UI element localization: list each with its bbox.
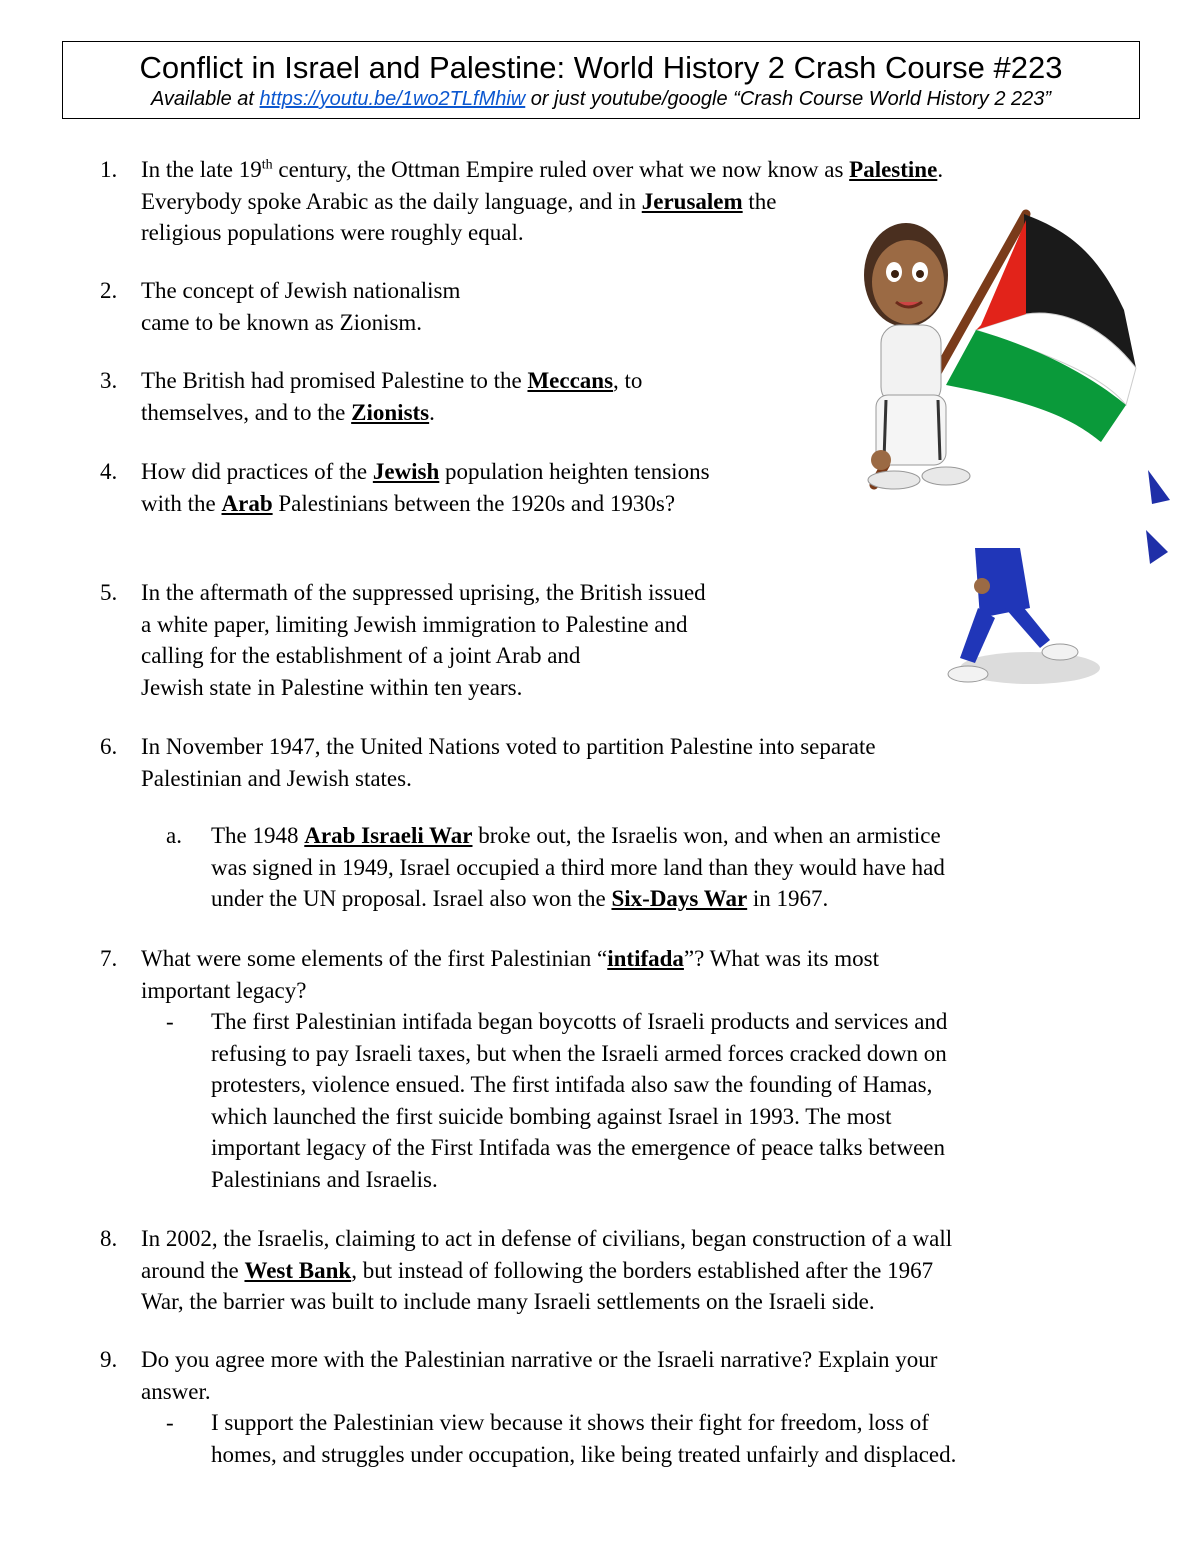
response-line: refusing to pay Israeli taxes, but when the Israeli armed forces cracked down on <box>211 1040 947 1066</box>
text: Everybody spoke Arabic as the daily language, and in <box>141 188 642 214</box>
question-line <box>141 365 642 397</box>
question-line: War, the barrier was built to include many Israeli settlements on the Israeli side. <box>141 1289 875 1314</box>
question-line: religious populations were roughly equal. <box>141 220 524 245</box>
question-line <box>141 943 879 975</box>
source-suffix: or just youtube/google “Crash Course World History 2 223” <box>525 88 1052 110</box>
answer-six-days-war: Six-Days War <box>611 886 748 911</box>
text: themselves, and to the <box>141 399 352 425</box>
text: under the UN proposal. Israel also won the <box>211 886 612 911</box>
question-text <box>141 731 876 794</box>
question-line: important legacy? <box>141 977 307 1003</box>
question-number: 9. <box>100 1347 118 1372</box>
text: , but instead of following the borders established after the 1967 <box>351 1257 934 1283</box>
text: , to <box>613 368 643 393</box>
sub-line <box>211 883 945 915</box>
question-line: In November 1947, the United Nations voted to partition Palestine into separate <box>141 734 876 759</box>
answer-zionists: Zionists <box>351 399 430 425</box>
question-line: came to be known as Zionism. <box>141 309 423 335</box>
response-text <box>211 1407 956 1470</box>
text: The 1948 <box>211 823 305 848</box>
text: around the <box>141 1257 245 1283</box>
text: How did practices of the <box>141 459 373 484</box>
page-title: Conflict in Israel and Palestine: World History 2 Crash Course #223 <box>139 50 1063 85</box>
question-line: In the aftermath of the suppressed uprising, the British issued <box>141 580 706 605</box>
text: Palestinians between the 1920s and 1930s? <box>272 490 676 516</box>
question-number: 2. <box>100 278 118 303</box>
text: in 1967. <box>747 886 829 911</box>
question-number: 3. <box>100 368 118 393</box>
question-line <box>141 154 943 186</box>
sub-line: was signed in 1949, Israel occupied a third more land than they would have had <box>211 854 945 880</box>
source-prefix: Available at <box>150 88 260 110</box>
question-line <box>141 488 710 520</box>
response-dash: - <box>166 1009 174 1034</box>
question-text <box>141 154 943 249</box>
response-line: I support the Palestinian view because it shows their fight for freedom, loss of <box>211 1410 929 1435</box>
response-text <box>211 1006 947 1195</box>
question-text <box>141 577 706 703</box>
sub-item-marker: a. <box>166 823 182 848</box>
boy-walking-illustration <box>920 548 1100 698</box>
text: with the <box>141 490 222 516</box>
israeli-flag-edge-illustration <box>1140 460 1180 580</box>
question-line <box>141 456 710 488</box>
response-line: important legacy of the First Intifada was the emergence of peace talks between <box>211 1135 946 1160</box>
question-number: 6. <box>100 734 118 759</box>
response-line: The first Palestinian intifada began boycotts of Israeli products and services and <box>211 1009 948 1034</box>
question-number: 8. <box>100 1226 118 1251</box>
text: ”? What was its most <box>683 946 879 971</box>
question-text <box>141 1344 937 1407</box>
response-line: which launched the first suicide bombing against Israel in 1993. The most <box>211 1103 892 1129</box>
text: In the late 19 <box>141 157 262 182</box>
question-line: Do you agree more with the Palestinian narrative or the Israeli narrative? Explain your <box>141 1347 938 1372</box>
response-line: homes, and struggles under occupation, like being treated unfairly and displaced. <box>211 1441 957 1467</box>
question-line: a white paper, limiting Jewish immigration to Palestine and <box>141 611 688 637</box>
question-line: calling for the establishment of a joint Arab and <box>141 643 581 668</box>
question-line <box>141 186 943 218</box>
sub-line <box>211 820 945 852</box>
question-text <box>141 943 879 1006</box>
text: . <box>937 157 944 182</box>
answer-west-bank: West Bank <box>244 1257 352 1283</box>
question-text <box>141 456 710 519</box>
answer-palestine: Palestine <box>849 157 938 182</box>
superscript: th <box>261 157 273 173</box>
question-text <box>141 275 460 338</box>
response-line: Palestinians and Israelis. <box>211 1166 438 1192</box>
source-line <box>63 86 1139 112</box>
question-number: 4. <box>100 459 118 484</box>
text: population heighten tensions <box>439 459 710 484</box>
question-number: 5. <box>100 580 118 605</box>
answer-arab: Arab <box>221 490 273 516</box>
question-line: Palestinian and Jewish states. <box>141 765 412 791</box>
answer-intifada: intifada <box>607 946 684 971</box>
question-number: 1. <box>100 157 118 182</box>
video-link[interactable]: https://youtu.be/1wo2TLfMhiw <box>259 88 526 110</box>
answer-jerusalem: Jerusalem <box>641 188 743 214</box>
question-text <box>141 365 642 428</box>
text: the <box>742 188 777 214</box>
response-dash: - <box>166 1410 174 1435</box>
question-line: answer. <box>141 1378 211 1404</box>
question-line: The concept of Jewish nationalism <box>141 278 461 303</box>
text: broke out, the Israelis won, and when an armistice <box>472 823 941 848</box>
answer-jewish: Jewish <box>372 459 440 484</box>
title-box <box>62 41 1140 119</box>
question-line: Jewish state in Palestine within ten years. <box>141 674 523 700</box>
question-line <box>141 397 642 429</box>
question-text <box>141 1223 952 1318</box>
question-line: In 2002, the Israelis, claiming to act in defense of civilians, began construction of a wall <box>141 1226 953 1251</box>
response-line: protesters, violence ensued. The first intifada also saw the founding of Hamas, <box>211 1072 933 1097</box>
sub-item-text <box>211 820 945 915</box>
text: . <box>429 399 435 425</box>
question-number: 7. <box>100 946 118 971</box>
answer-meccans: Meccans <box>527 368 614 393</box>
question-line <box>141 1255 952 1287</box>
text: century, the Ottman Empire ruled over what we now know as <box>272 157 850 182</box>
text: The British had promised Palestine to the <box>141 368 528 393</box>
answer-arab-israeli-war: Arab Israeli War <box>304 823 473 848</box>
text: What were some elements of the first Palestinian “ <box>141 946 608 971</box>
